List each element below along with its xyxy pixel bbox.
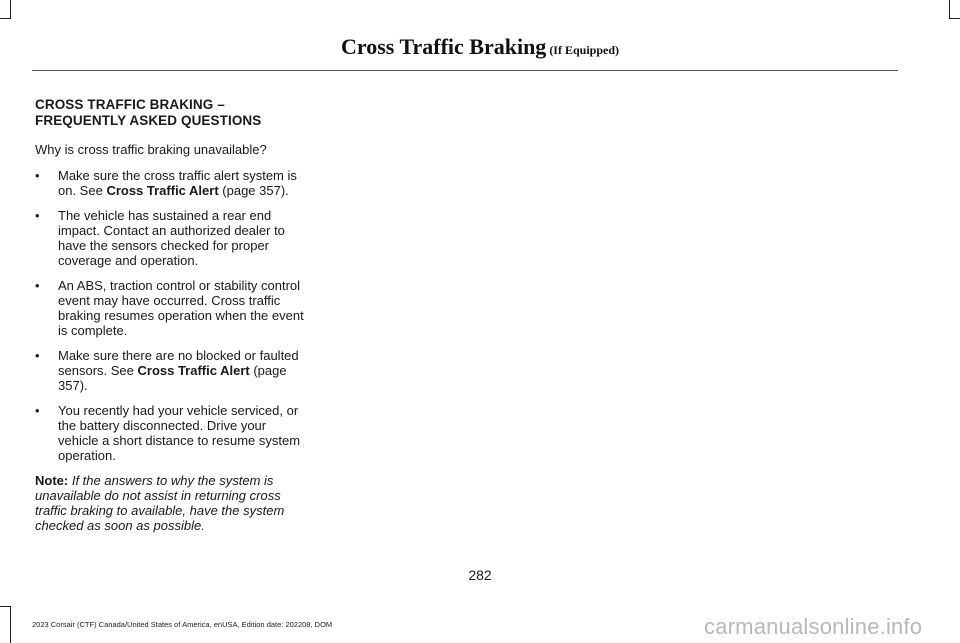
crop-mark-top-left-h (0, 18, 11, 19)
crop-mark-top-left-v (10, 0, 11, 18)
section-heading (35, 97, 307, 129)
bullet-dot: • (35, 348, 40, 363)
note-text: If the answers to why the system is unavailable do not assist in returning cross traffic braking to available, have the system checked as soon as possible. (35, 473, 285, 533)
page-header-title (0, 34, 960, 60)
bullet-3-text: An ABS, traction control or stability control event may have occurred. Cross traffic braking resumes operation when the event is complete. (58, 278, 304, 338)
main-content (35, 97, 307, 533)
bullet-2-text: The vehicle has sustained a rear end impact. Contact an authorized dealer to have the sensors checked for proper coverage and operation. (58, 208, 285, 268)
bullet-item-2 (35, 208, 307, 268)
section-heading-line1: CROSS TRAFFIC BRAKING – (35, 97, 225, 112)
bullet-1-text-after: (page 357). (218, 183, 289, 198)
header-title-main: Cross Traffic Braking (340, 34, 547, 59)
bullet-5-text: You recently had your vehicle serviced, or the battery disconnected. Drive your vehicle a short distance to resume system operation. (58, 403, 301, 463)
footer-edition-text: 2023 Corsair (CTF) Canada/United States of America, enUSA, Edition date: 202208, DOM (32, 620, 333, 629)
bullet-dot: • (35, 208, 40, 223)
question-text: Why is cross traffic braking unavailable? (35, 142, 267, 157)
bullet-4-text-before: Make sure there are no blocked or faulted sensors. See (58, 348, 299, 378)
watermark: carmanualsonline.info (704, 614, 923, 639)
crop-mark-top-right-h (949, 18, 960, 19)
bullet-item-3 (35, 278, 307, 338)
bullet-item-4 (35, 348, 307, 393)
cross-traffic-alert-link-1[interactable]: Cross Traffic Alert (106, 183, 219, 198)
page-number: 282 (468, 567, 492, 583)
crop-mark-top-right-v (949, 0, 950, 18)
bullet-dot: • (35, 278, 40, 293)
bullet-1-text-before: Make sure the cross traffic alert system is on. See (58, 168, 297, 198)
bullet-dot: • (35, 168, 40, 183)
bullet-list (35, 168, 307, 463)
header-title-subtitle: (If Equipped) (549, 43, 620, 57)
header-rule (32, 70, 898, 71)
bullet-4-text-after: (page 357). (58, 363, 287, 393)
crop-mark-bottom-left-v (10, 606, 11, 643)
bullet-item-1 (35, 168, 307, 198)
note-label: Note: (35, 473, 69, 488)
bullet-dot: • (35, 403, 40, 418)
crop-mark-bottom-left-h (0, 606, 11, 607)
note-paragraph (35, 473, 307, 533)
section-heading-line2: FREQUENTLY ASKED QUESTIONS (35, 113, 262, 128)
cross-traffic-alert-link-2[interactable]: Cross Traffic Alert (137, 363, 250, 378)
bullet-item-5 (35, 403, 307, 463)
